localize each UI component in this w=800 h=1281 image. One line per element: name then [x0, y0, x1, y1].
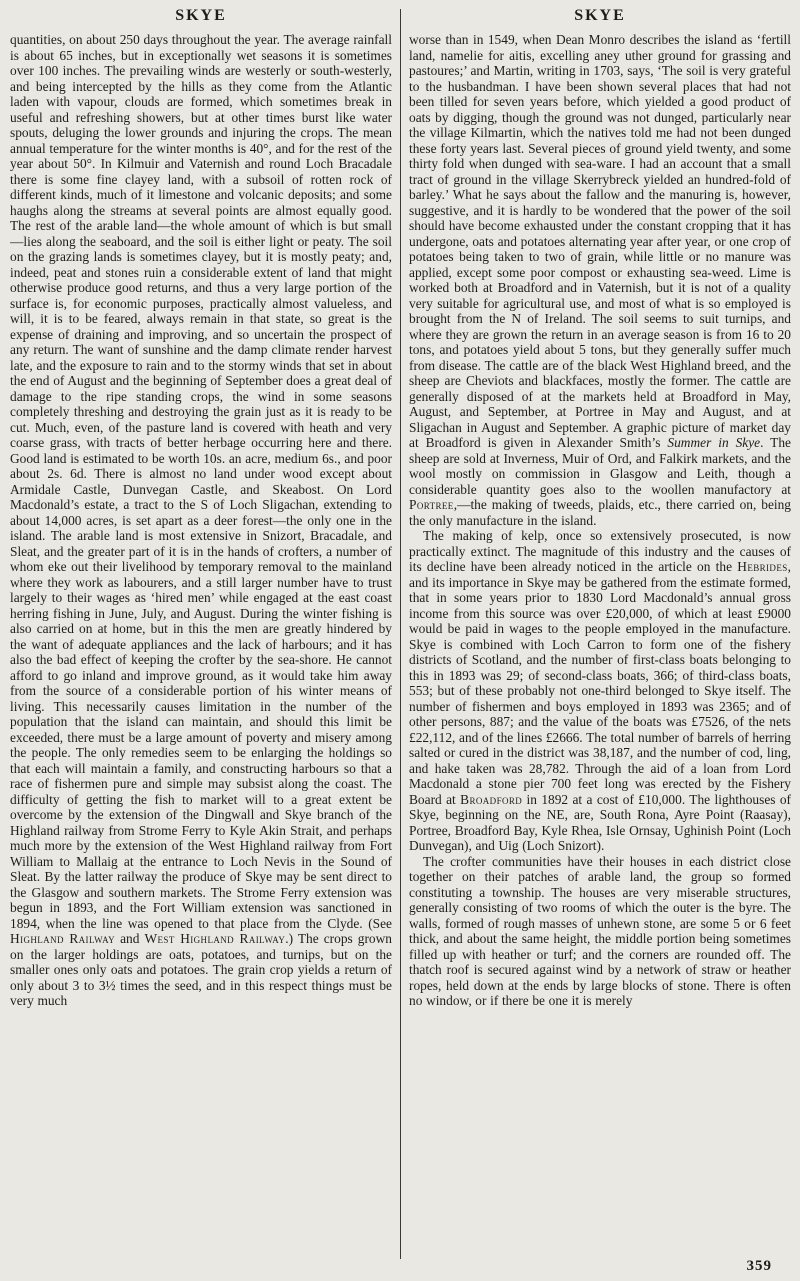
text-run: worse than in 1549, when Dean Monro describes the island as ‘fertill land, namelie for aitis, excelling aney uther ground for grassing and pastoures;’ and Martin, writing in 1703, says, ‘The soil is very grateful to the husbandman. I have been shown several places that had not been tilled for seven years before, which yielded a good product of oats by digging, though the ground was not dunged, particularly near the village Kilmartin, which the natives told me had not been dunged these forty years last. Several pieces of ground yield twenty, and some thirty fold when dunged with sea-ware. I had an account that a small tract of ground in the village Skerrybreck yielded an hundred-fold of barley.’ What he says about the fallow and the manuring is, however, suggestive, and it is hardly to be wondered that the power of the soil should have become exhausted under the constant cropping that it has undergone, oats and potatoes alternating year after year, or one crop of potatoes being taken to two of grain, while little or no manure was applied, except some poor compost or exhausting sea-weed. Lime is worked both at Broadford and in Vaternish, but it is not of a quality very suitable for agricultural use, and most of what is so employed is brought from the N of Ireland. The soil seems to suit turnips, and where they are grown the return in an average season is from 16 to 20 tons, and potatoes yield about 5 tons, but they generally suffer much from disease. The cattle are of the black West Highland breed, and the sheep are Cheviots and blackfaces, mostly the former. The cattle are generally disposed of at the markets held at Broadford in May, August, and September, at Portree in May and August, and at Sligachan in August and September. A graphic picture of market day at Broadford is given in Alexander Smith’s — [409, 32, 791, 450]
page-number: 359 — [746, 1258, 772, 1274]
paragraph — [10, 32, 392, 1009]
right-column-text — [409, 32, 791, 1009]
two-column-layout — [10, 7, 791, 1259]
left-column — [10, 7, 392, 1259]
text-run: , and its importance in Skye may be gathered from the estimate formed, that in some years prior to 1830 Lord Macdonald’s annual gross income from this source was over £20,000, of which at least £9000 would be paid in wages to the people employed in the manufacture. Skye is combined with Loch Carron to form one of the fishery districts of Scotland, and the number of first-class boats belonging to this in 1893 was 29; of second-class boats, 366; of third-class boats, 553; but of these probably not one-third belonged to Skye itself. The number of fishermen and boys employed in 1893 was 2365; and of other persons, 887; and the value of the boats was £7526, of the nets £22,112, and of the lines £2666. The total number of barrels of herring salted or cured in the district was 38,187, and the number of cod, ling, and hake taken was 28,782. Through the aid of a loan from Lord Macdonald a stone pier 700 feet long was erected by the Fishery Board at — [409, 559, 791, 807]
small-caps-cross-reference: West Highland Railway — [144, 931, 286, 946]
text-run: and — [115, 931, 145, 946]
italic-text-run: Summer in Skye — [667, 435, 761, 450]
small-caps-cross-reference: Portree — [409, 497, 454, 512]
left-column-text — [10, 32, 392, 1009]
right-column-header: SKYE — [574, 7, 626, 24]
small-caps-cross-reference: Highland Railway — [10, 931, 116, 946]
right-column — [409, 7, 791, 1259]
small-caps-cross-reference: Broadford — [460, 791, 523, 807]
paragraph — [409, 32, 791, 528]
paragraph — [409, 854, 791, 1009]
small-caps-cross-reference: Hebrides — [737, 559, 788, 574]
text-run: . The sheep are sold at Inverness, Muir of Ord, and Falkirk markets, and the wool mostly on commission in Glasgow and Leith, though a considerable quantity goes also to the woollen manufactory at — [409, 435, 791, 497]
text-run: The making of kelp, once so extensively prosecuted, is now practically extinct. The magnitude of this industry and the causes of its decline have been already noticed in the article on the — [409, 528, 791, 574]
column-divider-rule — [400, 9, 401, 1259]
text-run: quantities, on about 250 days throughout the year. The average rainfall is about 65 inches, but in exceptionally wet seasons it is sometimes over 100 inches. The prevailing winds are westerly or south-westerly, and being intercepted by the hills as they come from the Atlantic laden with vapour, clouds are formed, which sometimes break in useful and refreshing showers, but at other times burst like water spouts, deluging the lower grounds and injuring the crops. The mean annual temperature for the winter months is 40°, and for the rest of the year about 50°. In Kilmuir and Vaternish and round Loch Bracadale there is some fine clayey land, with a subsoil of rotten rock of different kinds, much of it limestone and volcanic deposits; and some haughs along the streams at several points are almost equally good. The rest of the arable land—the whole amount of which is but small—lies along the seaboard, and the soil is either light or peaty. The soil on the grazing lands is sometimes clayey, but it is mostly peaty; and, indeed, peat and stones ruin a considerable extent of land that might otherwise produce good returns, and thus a very large portion of the surface is, for economic purposes, practically almost valueless, and will, it is to be feared, always remain in that state, so great is the expense of draining and improving, and so uncertain the prospect of any return. The want of sunshine and the damp climate render harvest late, and the exposure to rain and to the stormy winds that set in about the end of August and the beginning of September does a great deal of damage to the ripe standing crops, the wind in some seasons completely threshing and destroying the grain just as it is ready to be cut. Much, even, of the pasture land is covered with heath and very coarse grass, with tracts of better herbage occurring here and there. Good land is estimated to be worth 10s. an acre, medium 6s., and poor about 2s. 6d. There is almost no land under wood except about Armidale Castle, Dunvegan Castle, and Skeabost. On Lord Macdonald’s estate, a tract to the S of Loch Sligachan, extending to about 14,000 acres, is set apart as a deer forest—the only one in the island. The arable land is most extensive in Snizort, Bracadale, and Sleat, and the greater part of it is in the hands of crofters, a number of whom eke out their livelihood by temporary removal to the mainland where they work as labourers, and a still larger number have to trust largely to their wages as ‘hired men’ while engaged at the east coast herring fishing in June, July, and August. During the winter fishing is also carried on at home, but in this the men are greatly hindered by the want of adequate appliances and the lack of harbours; and it has also the bad effect of keeping the crofter by the sea-shore. He cannot afford to go inland and improve ground, as it would take him away from the source of a considerable portion of his winter means of living. This necessarily causes limitation in the number of the population that the island can maintain, and should this limit be exceeded, there must be a large amount of poverty and misery among the people. The only remedies seem to be enlarging the holdings so that each will maintain a family, and constructing harbours so that a race of fishermen pure and simple may subsist along the coast. The difficulty of getting the fish to market will to a great extent be overcome by the extension of the Dingwall and Skye branch of the Highland railway from Strome Ferry to Kyle Akin Strait, and perhaps much more by the extension of the West Highland railway from Fort William to Mallaig at the entrance to Loch Nevis in the Sound of Sleat. By the latter railway the produce of Skye may be sent direct to the Glasgow and southern markets. The Strome Ferry extension was begun in 1893, and the Fort William extension was sanctioned in 1894, when the line was opened to that place from the Clyde. (See — [10, 32, 392, 931]
text-run: in 1892 at a cost of £10,000. The lighthouses of Skye, beginning on the NE, are, South Rona, Ayre Point (Raasay), Portree, Broadford Bay, Kyle Rhea, Isle Ornsay, Ughinish Point (Loch Dunvegan), and Uig (Loch Snizort). — [409, 791, 791, 853]
left-column-header: SKYE — [175, 7, 227, 24]
text-run: The crofter communities have their houses in each district close together on their patches of arable land, the group so formed constituting a township. The houses are very miserable structures, generally consisting of two rooms of which the outer is the byre. The walls, formed of rough masses of unhewn stone, are some 5 or 6 feet thick, and about the same height, the middle portion being sometimes filled up with heather or turf; and the corners are rounded off. The thatch roof is secured against wind by a network of straw or heather ropes, held down at the ends by large blocks of stone. There is often no window, or if there be one it is merely — [409, 853, 791, 1008]
text-run: ,—the making of tweeds, plaids, etc., there carried on, being the only manufacture in the island. — [409, 497, 791, 528]
paragraph — [409, 528, 791, 854]
text-run: .) The crops grown on the larger holdings are oats, potatoes, and turnips, but on the smaller ones only oats and potatoes. The grain crop yields a return of only about 3 to 3½ times the seed, and in this respect things must be very much — [10, 931, 392, 1008]
